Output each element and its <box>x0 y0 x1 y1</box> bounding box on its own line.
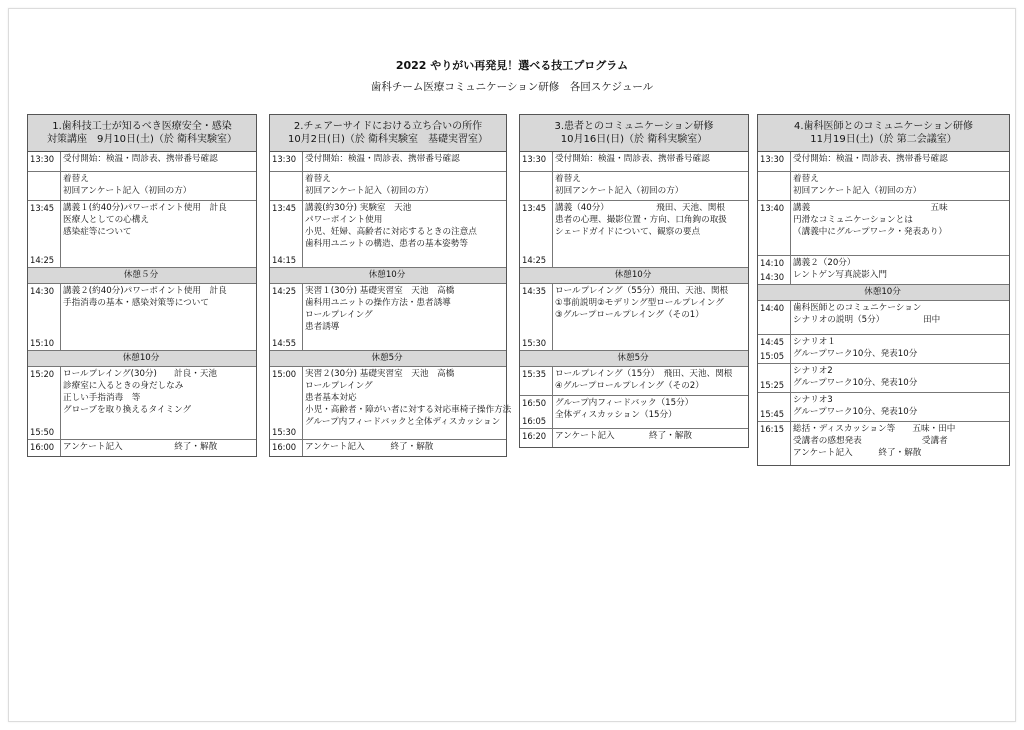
row-content <box>555 284 748 346</box>
row-text: 着替え <box>305 174 331 184</box>
row-text: 患者の心理、撮影位置・方向、口角鉤の取扱 <box>555 215 727 225</box>
row-text: グループ内フィードバック（15分） <box>555 398 694 408</box>
row-text: 受付開始：検温・問診表、携帯番号確認 <box>63 154 218 164</box>
row-content <box>555 152 748 166</box>
break-row <box>28 268 256 284</box>
row-text: 歯科用ユニットの操作方法・患者誘導 <box>305 298 451 308</box>
schedule-row <box>520 201 748 268</box>
row-text: アンケート記入 終了・解散 <box>305 442 434 452</box>
row-content <box>305 152 506 166</box>
row-content <box>63 201 256 251</box>
row-text: ③グループロールプレイング（その1） <box>555 310 704 320</box>
time-cell <box>758 172 791 200</box>
row-text: 講義（40分） 飛田、天池、関根 <box>555 203 725 213</box>
schedule-row <box>28 172 256 201</box>
start-time: 13:45 <box>522 203 547 213</box>
row-content <box>793 301 1009 327</box>
start-time: 16:50 <box>522 398 547 408</box>
row-text: 講義２（20分） <box>793 258 856 268</box>
row-text: 休憩10分 <box>864 287 901 297</box>
schedule-row <box>520 429 748 447</box>
schedule-column-4 <box>757 114 1010 466</box>
row-text <box>63 321 254 333</box>
row-text: 小児、妊婦、高齢者に対応するときの注意点 <box>305 227 477 237</box>
break-label <box>520 268 748 282</box>
end-time: 16:05 <box>522 416 547 426</box>
row-text: 受講者の感想発表 受講者 <box>793 436 948 446</box>
time-cell <box>758 301 791 334</box>
row-text <box>555 238 746 250</box>
start-time: 16:00 <box>272 442 297 452</box>
row-content <box>793 152 1009 166</box>
schedule-row <box>270 201 506 268</box>
document-title: 2022 やりがい再発見！選べる技工プログラム <box>395 59 629 72</box>
row-text: 休憩10分 <box>368 270 406 280</box>
schedule-row <box>28 201 256 268</box>
end-time: 14:30 <box>760 272 785 282</box>
end-time: 15:25 <box>760 380 785 390</box>
break-row <box>758 285 1009 301</box>
row-content <box>793 201 1009 239</box>
time-cell <box>28 440 61 456</box>
time-cell <box>520 284 553 350</box>
time-cell <box>520 201 553 267</box>
start-time: 13:40 <box>760 203 785 213</box>
time-cell <box>28 152 61 171</box>
schedule-row <box>758 301 1009 335</box>
end-time: 15:30 <box>522 338 547 348</box>
row-text: 休憩10分 <box>122 353 160 363</box>
schedule-row <box>520 172 748 201</box>
time-cell <box>758 422 791 465</box>
row-text: グループ内フィードバックと全体ディスカッション <box>305 417 501 427</box>
row-text: シナリオの説明（5分） 田中 <box>793 315 941 325</box>
row-text <box>555 321 746 333</box>
time-cell <box>28 284 61 350</box>
start-time: 16:20 <box>522 431 547 441</box>
time-cell <box>758 335 791 363</box>
row-text: アンケート記入 終了・解散 <box>793 448 922 458</box>
column-heading-line: 4.歯科医師とのコミュニケーション研修 <box>794 121 973 132</box>
column-heading-line: 3.患者とのコミュニケーション研修 <box>554 121 714 132</box>
row-text: パワーポイント使用 <box>305 215 383 225</box>
time-cell <box>270 201 303 267</box>
start-time: 13:30 <box>760 154 785 164</box>
schedule-row <box>28 367 256 440</box>
row-content <box>555 201 748 251</box>
break-label <box>270 351 506 365</box>
row-content <box>793 393 1009 419</box>
row-text: 講義 五味 <box>793 203 948 213</box>
break-row <box>28 351 256 367</box>
schedule-row <box>520 284 748 351</box>
row-content <box>63 172 256 198</box>
schedule-row <box>758 335 1009 364</box>
row-content <box>793 256 1009 282</box>
schedule-row <box>270 172 506 201</box>
schedule-column-3 <box>519 114 749 448</box>
row-text: 休憩5分 <box>617 353 649 363</box>
column-heading-line: 対策講座 9月10日(土)（於 衛科実験室） <box>46 134 238 145</box>
end-time: 14:15 <box>272 255 297 265</box>
time-cell <box>758 364 791 392</box>
time-cell <box>270 440 303 456</box>
row-text: ロールプレイング <box>305 310 373 320</box>
row-text: 実習１(30分) 基礎実習室 天池 高橋 <box>305 286 455 296</box>
row-text: 手指消毒の基本・感染対策等について <box>63 298 209 308</box>
row-text: シナリオ3 <box>793 395 833 405</box>
row-text: 休憩５分 <box>123 270 159 280</box>
end-time: 15:50 <box>30 427 55 437</box>
row-text: 初回アンケート記入（初回の方） <box>793 186 922 196</box>
time-cell <box>758 256 791 284</box>
time-cell <box>520 367 553 395</box>
row-text: 受付開始：検温・問診表、携帯番号確認 <box>555 154 710 164</box>
row-text <box>63 238 254 250</box>
row-content <box>793 335 1009 361</box>
row-text: ロールプレイング（55分）飛田、天池、関根 <box>555 286 729 296</box>
row-content <box>793 422 1009 460</box>
row-content <box>305 367 512 429</box>
row-content <box>305 172 506 198</box>
schedule-row <box>270 367 512 440</box>
row-text: アンケート記入 終了・解散 <box>555 431 692 441</box>
column-heading <box>758 115 1009 152</box>
schedule-row <box>28 440 256 456</box>
row-text: グループワーク10分、発表10分 <box>793 378 918 388</box>
row-content <box>793 172 1009 198</box>
start-time: 13:30 <box>522 154 547 164</box>
end-time: 15:10 <box>30 338 55 348</box>
row-text: グループワーク10分、発表10分 <box>793 349 918 359</box>
row-text: 歯科医師とのコミュニケーション <box>793 303 922 313</box>
schedule-row <box>758 393 1009 422</box>
schedule-row <box>758 364 1009 393</box>
row-text: （講義中にグループワーク・発表あり） <box>793 227 948 237</box>
end-time: 14:55 <box>272 338 297 348</box>
start-time: 15:20 <box>30 369 55 379</box>
time-cell <box>270 152 303 171</box>
start-time: 16:00 <box>30 442 55 452</box>
end-time: 14:25 <box>522 255 547 265</box>
schedule-row <box>758 256 1009 285</box>
row-text: 初回アンケート記入（初回の方） <box>63 186 192 196</box>
break-label <box>520 351 748 365</box>
break-row <box>270 268 506 284</box>
row-content <box>555 367 748 393</box>
row-content <box>63 284 256 346</box>
schedule-row <box>758 201 1009 256</box>
time-cell <box>28 201 61 267</box>
row-text <box>63 333 254 345</box>
break-label <box>28 351 256 365</box>
row-text: シナリオ１ <box>793 337 836 347</box>
break-label <box>758 285 1009 299</box>
row-text: 初回アンケート記入（初回の方） <box>555 186 684 196</box>
column-heading-line: 1.歯科技工士が知るべき医療安全・感染 <box>52 121 232 132</box>
time-cell <box>28 172 61 200</box>
time-cell <box>520 396 553 428</box>
end-time: 15:45 <box>760 409 785 419</box>
schedule-row <box>270 440 506 456</box>
time-cell <box>758 152 791 171</box>
row-content <box>305 440 506 454</box>
column-heading <box>270 115 506 152</box>
row-text: レントゲン写真読影入門 <box>793 270 887 280</box>
row-text: 全体ディスカッション（15分） <box>555 410 677 420</box>
row-content <box>305 284 506 334</box>
start-time: 13:45 <box>272 203 297 213</box>
column-heading-line: 10月16日(日)（於 衛科実験室） <box>560 134 708 145</box>
document-subtitle: 歯科チーム医療コミュニケーション研修 各回スケジュール <box>370 81 654 93</box>
column-heading <box>520 115 748 152</box>
row-text <box>63 416 254 428</box>
start-time: 14:40 <box>760 303 785 313</box>
schedule-row <box>758 152 1009 172</box>
row-text: 着替え <box>793 174 819 184</box>
row-text <box>555 333 746 345</box>
start-time: 14:45 <box>760 337 785 347</box>
row-text <box>63 309 254 321</box>
row-text: 正しい手指消毒 等 <box>63 393 141 403</box>
row-text: 休憩5分 <box>371 353 403 363</box>
row-text: ロールプレイング <box>305 381 373 391</box>
row-text: グローブを取り換えるタイミング <box>63 405 192 415</box>
start-time: 14:25 <box>272 286 297 296</box>
start-time: 13:45 <box>30 203 55 213</box>
row-text: 初回アンケート記入（初回の方） <box>305 186 434 196</box>
start-time: 15:00 <box>272 369 297 379</box>
row-content <box>63 440 256 454</box>
row-text: 講義２(約40分)パワーポイント使用 計良 <box>63 286 227 296</box>
start-time: 15:35 <box>522 369 547 379</box>
row-text: ロールプレイング（15分） 飛田、天池、関根 <box>555 369 733 379</box>
time-cell <box>520 429 553 447</box>
row-text: ロールプレイング(30分) 計良・天池 <box>63 369 218 379</box>
row-text: 休憩10分 <box>614 270 652 280</box>
column-heading-line: 10月2日(日)（於 衛科実験室 基礎実習室） <box>287 134 489 145</box>
row-text: 患者基本対応 <box>305 393 357 403</box>
break-row <box>270 351 506 367</box>
row-text: ④グループロールプレイング（その2） <box>555 381 704 391</box>
schedule-row <box>28 152 256 172</box>
break-label <box>28 268 256 282</box>
start-time: 14:30 <box>30 286 55 296</box>
time-cell <box>758 201 791 255</box>
row-content <box>63 152 256 166</box>
row-text: 総括・ディスカッション等 五味・田中 <box>793 424 956 434</box>
start-time: 16:15 <box>760 424 785 434</box>
row-content <box>63 367 256 429</box>
break-row <box>520 268 748 284</box>
row-text: ①事前説明②モデリング型ロールプレイング <box>555 298 724 308</box>
row-content <box>793 364 1009 390</box>
schedule-row <box>520 367 748 396</box>
time-cell <box>270 367 303 439</box>
time-cell <box>520 152 553 171</box>
end-time: 15:05 <box>760 351 785 361</box>
column-heading <box>28 115 256 152</box>
row-text: 受付開始：検温・問診表、携帯番号確認 <box>793 154 948 164</box>
row-text: 着替え <box>555 174 581 184</box>
row-text: グループワーク10分、発表10分 <box>793 407 918 417</box>
end-time: 15:30 <box>272 427 297 437</box>
row-text: 医療人としての心構え <box>63 215 149 225</box>
row-text: シェードガイドについて、観察の要点 <box>555 227 701 237</box>
row-text: 診療室に入るときの身だしなみ <box>63 381 184 391</box>
row-text: 患者誘導 <box>305 322 340 332</box>
break-row <box>520 351 748 367</box>
time-cell <box>758 393 791 421</box>
break-label <box>270 268 506 282</box>
schedule-row <box>28 284 256 351</box>
row-content <box>555 172 748 198</box>
row-text: 感染症等について <box>63 227 132 237</box>
schedule-row <box>758 422 1009 465</box>
column-heading-line: 11月19日(土)（於 第二会議室） <box>810 134 957 145</box>
column-heading-line: 2.チェアーサイドにおける立ち合いの所作 <box>293 121 483 132</box>
schedule-column-2 <box>269 114 512 457</box>
row-content <box>555 429 748 443</box>
start-time: 13:30 <box>272 154 297 164</box>
schedule-column-1 <box>27 114 257 457</box>
row-text: 受付開始：検温・問診表、携帯番号確認 <box>305 154 460 164</box>
time-cell <box>28 367 61 439</box>
schedule-row <box>758 172 1009 201</box>
time-cell <box>270 172 303 200</box>
schedule-row <box>520 396 748 429</box>
start-time: 14:10 <box>760 258 785 268</box>
row-text: 講義(約30分) 実験室 天池 <box>305 203 412 213</box>
row-text: 円滑なコミュニケーションとは <box>793 215 913 225</box>
time-cell <box>270 284 303 350</box>
row-text: シナリオ2 <box>793 366 833 376</box>
end-time: 14:25 <box>30 255 55 265</box>
row-text: 小児・高齢者・障がい者に対する対応車椅子操作方法 <box>305 405 512 415</box>
start-time: 13:30 <box>30 154 55 164</box>
row-text: 実習２(30分) 基礎実習室 天池 高橋 <box>305 369 455 379</box>
row-text: アンケート記入 終了・解散 <box>63 442 218 452</box>
row-text: 歯科用ユニットの構造、患者の基本姿勢等 <box>305 239 468 249</box>
schedule-row <box>270 152 506 172</box>
row-text: 講義１(約40分)パワーポイント使用 計良 <box>63 203 227 213</box>
schedule-row <box>270 284 506 351</box>
row-content <box>305 201 506 251</box>
row-text: 着替え <box>63 174 89 184</box>
schedule-row <box>520 152 748 172</box>
start-time: 14:35 <box>522 286 547 296</box>
time-cell <box>520 172 553 200</box>
